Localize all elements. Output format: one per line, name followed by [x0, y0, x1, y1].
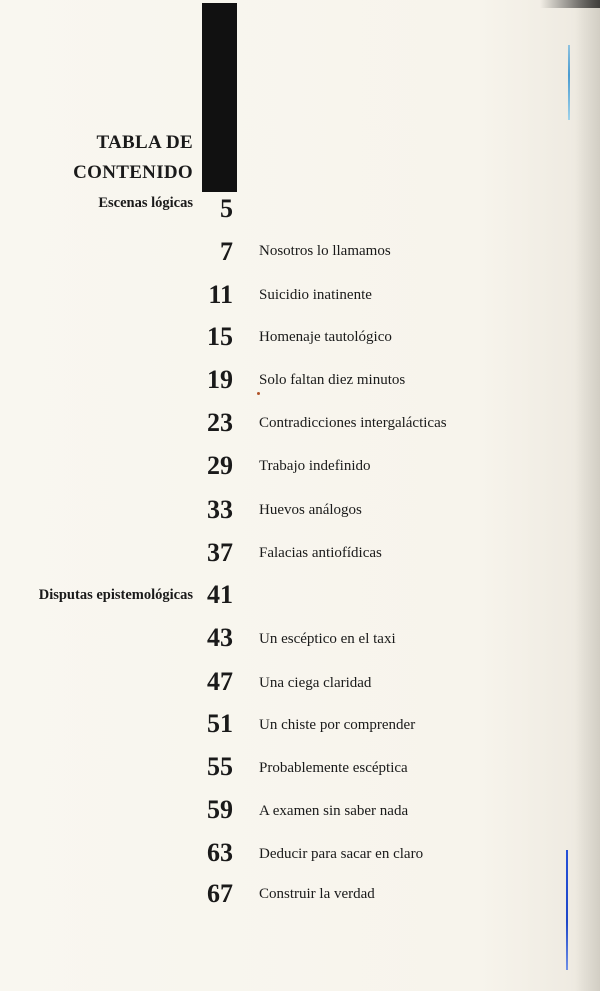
entry-page-number: 15 — [207, 322, 233, 351]
ink-speck — [257, 392, 260, 395]
entry-page-number: 23 — [207, 408, 233, 437]
decorative-black-bar — [202, 3, 237, 192]
entry-page-number: 29 — [207, 451, 233, 480]
entry-page-number: 33 — [207, 495, 233, 524]
entry-title: Un chiste por comprender — [259, 717, 416, 733]
entry-page-number: 11 — [208, 280, 233, 309]
section-page-number: 5 — [220, 194, 233, 223]
entry-page-number: 67 — [207, 879, 233, 908]
entry-title: Homenaje tautológico — [259, 329, 392, 345]
entry-title: Construir la verdad — [259, 886, 375, 902]
entry-page-number: 43 — [207, 623, 233, 652]
section-heading: Disputas epistemológicas — [38, 587, 193, 603]
entry-title: Un escéptico en el taxi — [259, 631, 396, 647]
entry-title: Deducir para sacar en claro — [259, 846, 424, 862]
title-line-2: CONTENIDO — [73, 162, 193, 183]
entry-page-number: 55 — [207, 752, 233, 781]
title-line-1: TABLA DE — [96, 132, 193, 153]
entry-page-number: 7 — [220, 237, 233, 266]
page-edge-shading — [575, 0, 600, 991]
entry-page-number: 51 — [207, 709, 233, 738]
entry-title: Huevos análogos — [259, 502, 362, 518]
entry-page-number: 59 — [207, 795, 233, 824]
entry-page-number: 19 — [207, 365, 233, 394]
entry-page-number: 63 — [207, 838, 233, 867]
section-heading: Escenas lógicas — [98, 195, 193, 211]
entry-title: Falacias antiofídicas — [259, 545, 382, 561]
entry-title: Una ciega claridad — [259, 675, 372, 691]
entry-title: Contradicciones intergalácticas — [259, 415, 447, 431]
entry-title: A examen sin saber nada — [259, 803, 409, 819]
page-title — [50, 128, 193, 188]
entry-title: Solo faltan diez minutos — [259, 372, 406, 388]
entry-title: Trabajo indefinido — [259, 458, 371, 474]
ink-mark — [568, 45, 570, 120]
entry-page-number: 37 — [207, 538, 233, 567]
entry-title: Probablemente escéptica — [259, 760, 408, 776]
ink-mark — [566, 850, 568, 970]
entry-title: Nosotros lo llamamos — [259, 243, 391, 259]
section-page-number: 41 — [207, 580, 233, 609]
entry-title: Suicidio inatinente — [259, 287, 372, 303]
entry-page-number: 47 — [207, 667, 233, 696]
